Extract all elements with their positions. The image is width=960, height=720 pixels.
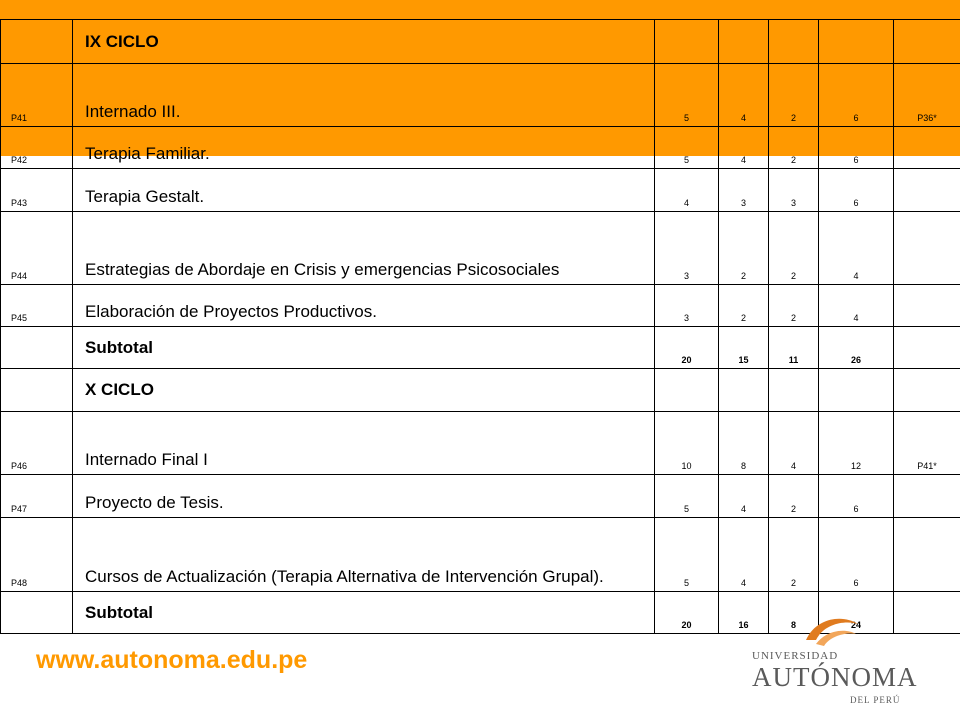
subtotal-credits: 20: [655, 327, 719, 369]
course-name: Internado Final I: [73, 412, 655, 475]
subtotal-label: Subtotal: [73, 327, 655, 369]
practice-hours: 2: [769, 127, 819, 169]
total-hours: 4: [819, 212, 894, 285]
subtotal-practice: 11: [769, 327, 819, 369]
subtotal-theory: 16: [719, 592, 769, 634]
prerequisite: [894, 475, 960, 518]
prerequisite: [894, 518, 960, 592]
course-code: P44: [1, 212, 73, 285]
course-name: Terapia Familiar.: [73, 127, 655, 169]
course-name: Internado III.: [73, 64, 655, 127]
course-code: P41: [1, 64, 73, 127]
practice-hours: 2: [769, 475, 819, 518]
credit-value: 5: [655, 64, 719, 127]
total-hours: 6: [819, 127, 894, 169]
table-row: [1, 412, 960, 475]
theory-hours: 4: [719, 475, 769, 518]
cycle-header-row: [1, 20, 960, 64]
prerequisite: [894, 127, 960, 169]
total-hours: 4: [819, 285, 894, 327]
total-hours: 6: [819, 518, 894, 592]
subtotal-label: Subtotal: [73, 592, 655, 634]
theory-hours: 3: [719, 169, 769, 212]
cycle-header-row: [1, 369, 960, 412]
subtotal-total: 24: [819, 592, 894, 634]
logo-line-autonoma: AUTÓNOMA: [752, 662, 918, 692]
table-row: [1, 285, 960, 327]
curriculum-table: [0, 19, 960, 634]
practice-hours: 2: [769, 518, 819, 592]
credit-value: 10: [655, 412, 719, 475]
theory-hours: 2: [719, 285, 769, 327]
credit-value: 3: [655, 285, 719, 327]
table-row: [1, 212, 960, 285]
university-logo: [742, 610, 918, 710]
theory-hours: 2: [719, 212, 769, 285]
theory-hours: 4: [719, 64, 769, 127]
course-name: Elaboración de Proyectos Productivos.: [73, 285, 655, 327]
table-row: [1, 169, 960, 212]
logo-line-del-peru: DEL PERÚ: [850, 695, 901, 705]
practice-hours: 3: [769, 169, 819, 212]
course-name: Terapia Gestalt.: [73, 169, 655, 212]
prerequisite: [894, 212, 960, 285]
credit-value: 4: [655, 169, 719, 212]
subtotal-total: 26: [819, 327, 894, 369]
credit-value: 5: [655, 127, 719, 169]
logo-swirl-icon: [802, 610, 862, 650]
table-row: [1, 127, 960, 169]
total-hours: 12: [819, 412, 894, 475]
table-row: [1, 64, 960, 127]
credit-value: 5: [655, 518, 719, 592]
credit-value: 3: [655, 212, 719, 285]
practice-hours: 2: [769, 212, 819, 285]
subtotal-row: [1, 327, 960, 369]
total-hours: 6: [819, 169, 894, 212]
course-name: Cursos de Actualización (Terapia Alternativa de Intervención Grupal).: [73, 518, 655, 592]
course-code: P43: [1, 169, 73, 212]
credit-value: 5: [655, 475, 719, 518]
course-code: P48: [1, 518, 73, 592]
website-link[interactable]: www.autonoma.edu.pe: [36, 646, 308, 674]
course-name: Estrategias de Abordaje en Crisis y emergencias Psicosociales: [73, 212, 655, 285]
prerequisite: P36*: [894, 64, 960, 127]
prerequisite: [894, 285, 960, 327]
logo-line-universidad: UNIVERSIDAD: [752, 650, 839, 662]
practice-hours: 2: [769, 285, 819, 327]
cycle-title: X CICLO: [73, 369, 655, 412]
subtotal-credits: 20: [655, 592, 719, 634]
practice-hours: 4: [769, 412, 819, 475]
theory-hours: 4: [719, 518, 769, 592]
subtotal-practice: 8: [769, 592, 819, 634]
course-name: Proyecto de Tesis.: [73, 475, 655, 518]
table-row: [1, 518, 960, 592]
practice-hours: 2: [769, 64, 819, 127]
course-code: P42: [1, 127, 73, 169]
theory-hours: 4: [719, 127, 769, 169]
prerequisite: [894, 169, 960, 212]
total-hours: 6: [819, 64, 894, 127]
course-code: P47: [1, 475, 73, 518]
theory-hours: 8: [719, 412, 769, 475]
subtotal-theory: 15: [719, 327, 769, 369]
prerequisite: P41*: [894, 412, 960, 475]
total-hours: 6: [819, 475, 894, 518]
cycle-title: IX CICLO: [73, 20, 655, 64]
table-row: [1, 475, 960, 518]
course-code: P46: [1, 412, 73, 475]
course-code: P45: [1, 285, 73, 327]
